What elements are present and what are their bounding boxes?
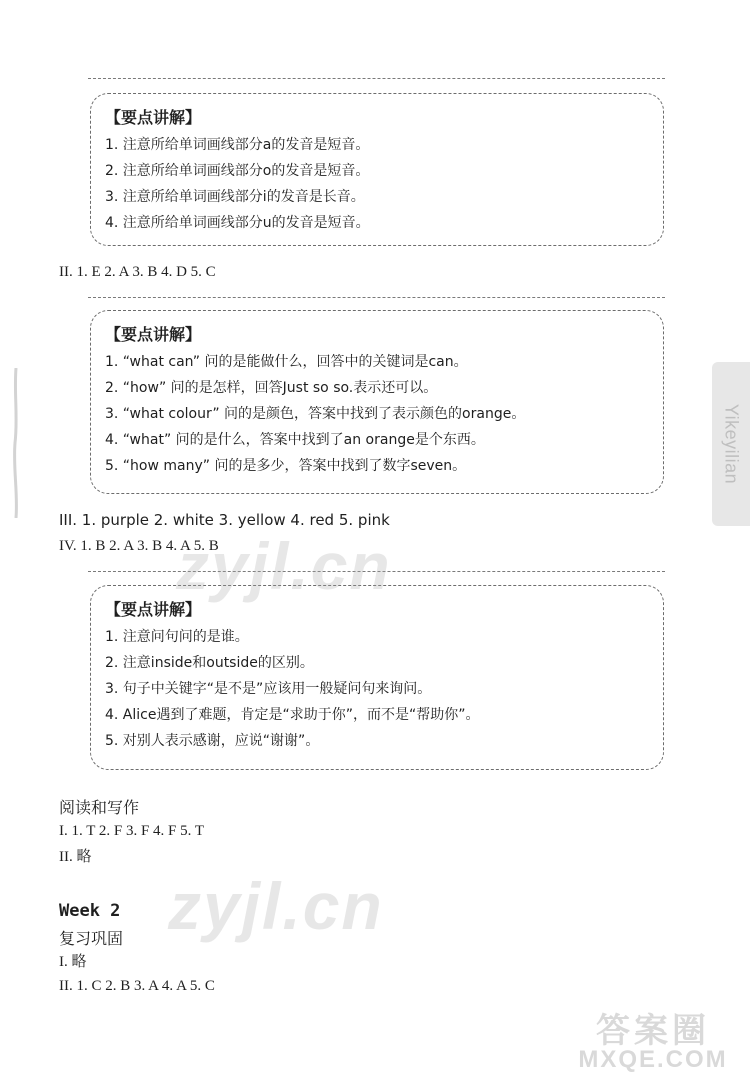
note-title: 【要点讲解】 [105, 108, 202, 127]
week2-title: Week 2 [59, 901, 121, 921]
note-box-2 [90, 310, 664, 494]
left-binding-mark [10, 368, 22, 518]
watermark-2: zyjl.cn [168, 869, 384, 943]
note-line: 5. 对别人表示感谢，应说“谢谢”。 [105, 733, 320, 749]
answer-week2-i: I. 略 [59, 954, 87, 970]
answer-week2-ii: II. 1. C 2. B 3. A 4. A 5. C [59, 978, 215, 994]
note-line: 1. “what can” 问的是能做什么，回答中的关键词是can。 [105, 354, 468, 370]
note-line: 2. “how” 问的是怎样，回答Just so so.表示还可以。 [105, 380, 438, 396]
note-line: 3. 注意所给单词画线部分i的发音是长音。 [105, 189, 365, 205]
note-line: 1. 注意所给单词画线部分a的发音是短音。 [105, 137, 370, 153]
answer-rw-ii: II. 略 [59, 849, 92, 865]
answer-iv: IV. 1. B 2. A 3. B 4. A 5. B [59, 538, 219, 554]
review-title: 复习巩固 [59, 929, 124, 948]
note-title: 【要点讲解】 [105, 600, 202, 619]
note-title: 【要点讲解】 [105, 325, 202, 344]
answer-iii: III. 1. purple 2. white 3. yellow 4. red 5. pink [59, 511, 390, 529]
watermark-1: zyjl.cn [176, 529, 392, 603]
logo-top-text: 答案圈 [596, 1010, 710, 1051]
note-line: 4. 注意所给单词画线部分u的发音是短音。 [105, 215, 370, 231]
side-tab [712, 362, 750, 526]
note-box-1 [90, 93, 664, 246]
note-line: 3. “what colour” 问的是颜色，答案中找到了表示颜色的orange。 [105, 406, 526, 422]
note-box-3 [90, 585, 664, 770]
note-line: 4. “what” 问的是什么，答案中找到了an orange是个东西。 [105, 432, 485, 448]
answer-rw-i: I. 1. T 2. F 3. F 4. F 5. T [59, 823, 205, 839]
note-line: 1. 注意问句问的是谁。 [105, 629, 249, 645]
answer-ii-1: II. 1. E 2. A 3. B 4. D 5. C [59, 264, 216, 280]
side-tab-text: Yikeyilian [721, 403, 742, 485]
note-line: 3. 句子中关键字“是不是”应该用一般疑问句来询问。 [105, 681, 432, 697]
note-line: 2. 注意所给单词画线部分o的发音是短音。 [105, 163, 370, 179]
note-line: 4. Alice遇到了难题，肯定是“求助于你”，而不是“帮助你”。 [105, 707, 480, 723]
divider-2 [88, 297, 665, 298]
note-line: 5. “how many” 问的是多少，答案中找到了数字seven。 [105, 458, 467, 474]
note-line: 2. 注意inside和outside的区别。 [105, 655, 314, 671]
logo-bottom-text: MXQE.COM [578, 1046, 728, 1073]
reading-writing-title: 阅读和写作 [59, 798, 140, 817]
site-logo [570, 1004, 736, 1076]
top-divider [88, 78, 665, 79]
